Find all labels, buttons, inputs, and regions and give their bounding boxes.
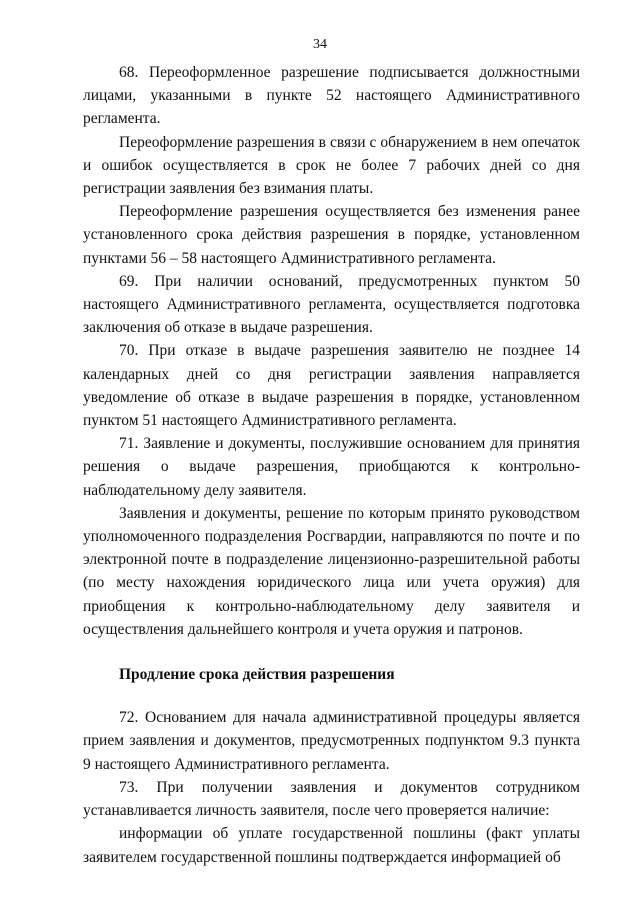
paragraph-69: 69. При наличии оснований, предусмотренных пунктом 50 настоящего Административного регламента, осуществляется подготовка заключения об отказе в выдаче разрешения. <box>83 272 580 337</box>
paragraph-68-reissue: Переоформление разрешения осуществляется без изменения ранее установленного срока действия разрешения в порядке, установленном пунктами 56 – 58 настоящего Административного регламента. <box>83 203 580 267</box>
paragraph-72: 72. Основанием для начала административной процедуры является прием заявления и документов, предусмотренных подпунктом 9.3 пункта 9 настоящего Административного регламента. <box>83 709 580 773</box>
paragraph-73: 73. При получении заявления и документов сотрудником устанавливается личность заявителя, после чего проверяется наличие: <box>83 778 580 820</box>
paragraph-68: 68. Переоформленное разрешение подписывается должностными лицами, указанными в пункте 52 настоящего Административного регламента. <box>83 64 580 128</box>
paragraph-70: 70. При отказе в выдаче разрешения заявителю не позднее 14 календарных дней со дня регистрации заявления направляется уведомление об отказе в выдаче разрешения в порядке, установленном пунктом 51 настоящего Административного регламента. <box>83 342 580 430</box>
paragraph-73-item: информации об уплате государственной пошлины (факт уплаты заявителем государственной пошлины подтверждается информацией об <box>83 825 580 866</box>
document-body <box>83 61 580 869</box>
paragraph-68-correction: Переоформление разрешения в связи с обнаружением в нем опечаток и ошибок осуществляется в срок не более 7 рабочих дней со дня регистрации заявления без взимания платы. <box>83 133 580 198</box>
page-number: 34 <box>313 37 327 52</box>
paragraph-71-documents: Заявления и документы, решение по которым принято руководством уполномоченного подразделения Росгвардии, направляются по почте и по электронной почте в подразделение лицензионно-разрешительной работы (по месту нахождения юридического лица или учета оружия) для приобщения к контрольно-наблюдательному делу заявителя и осуществления дальнейшего контроля и учета оружия и патронов. <box>83 504 580 638</box>
section-heading: Продление срока действия разрешения <box>119 666 395 684</box>
paragraph-71: 71. Заявление и документы, послужившие основанием для принятия решения о выдаче разрешения, приобщаются к контрольно-наблюдательному делу заявителя. <box>83 435 580 499</box>
